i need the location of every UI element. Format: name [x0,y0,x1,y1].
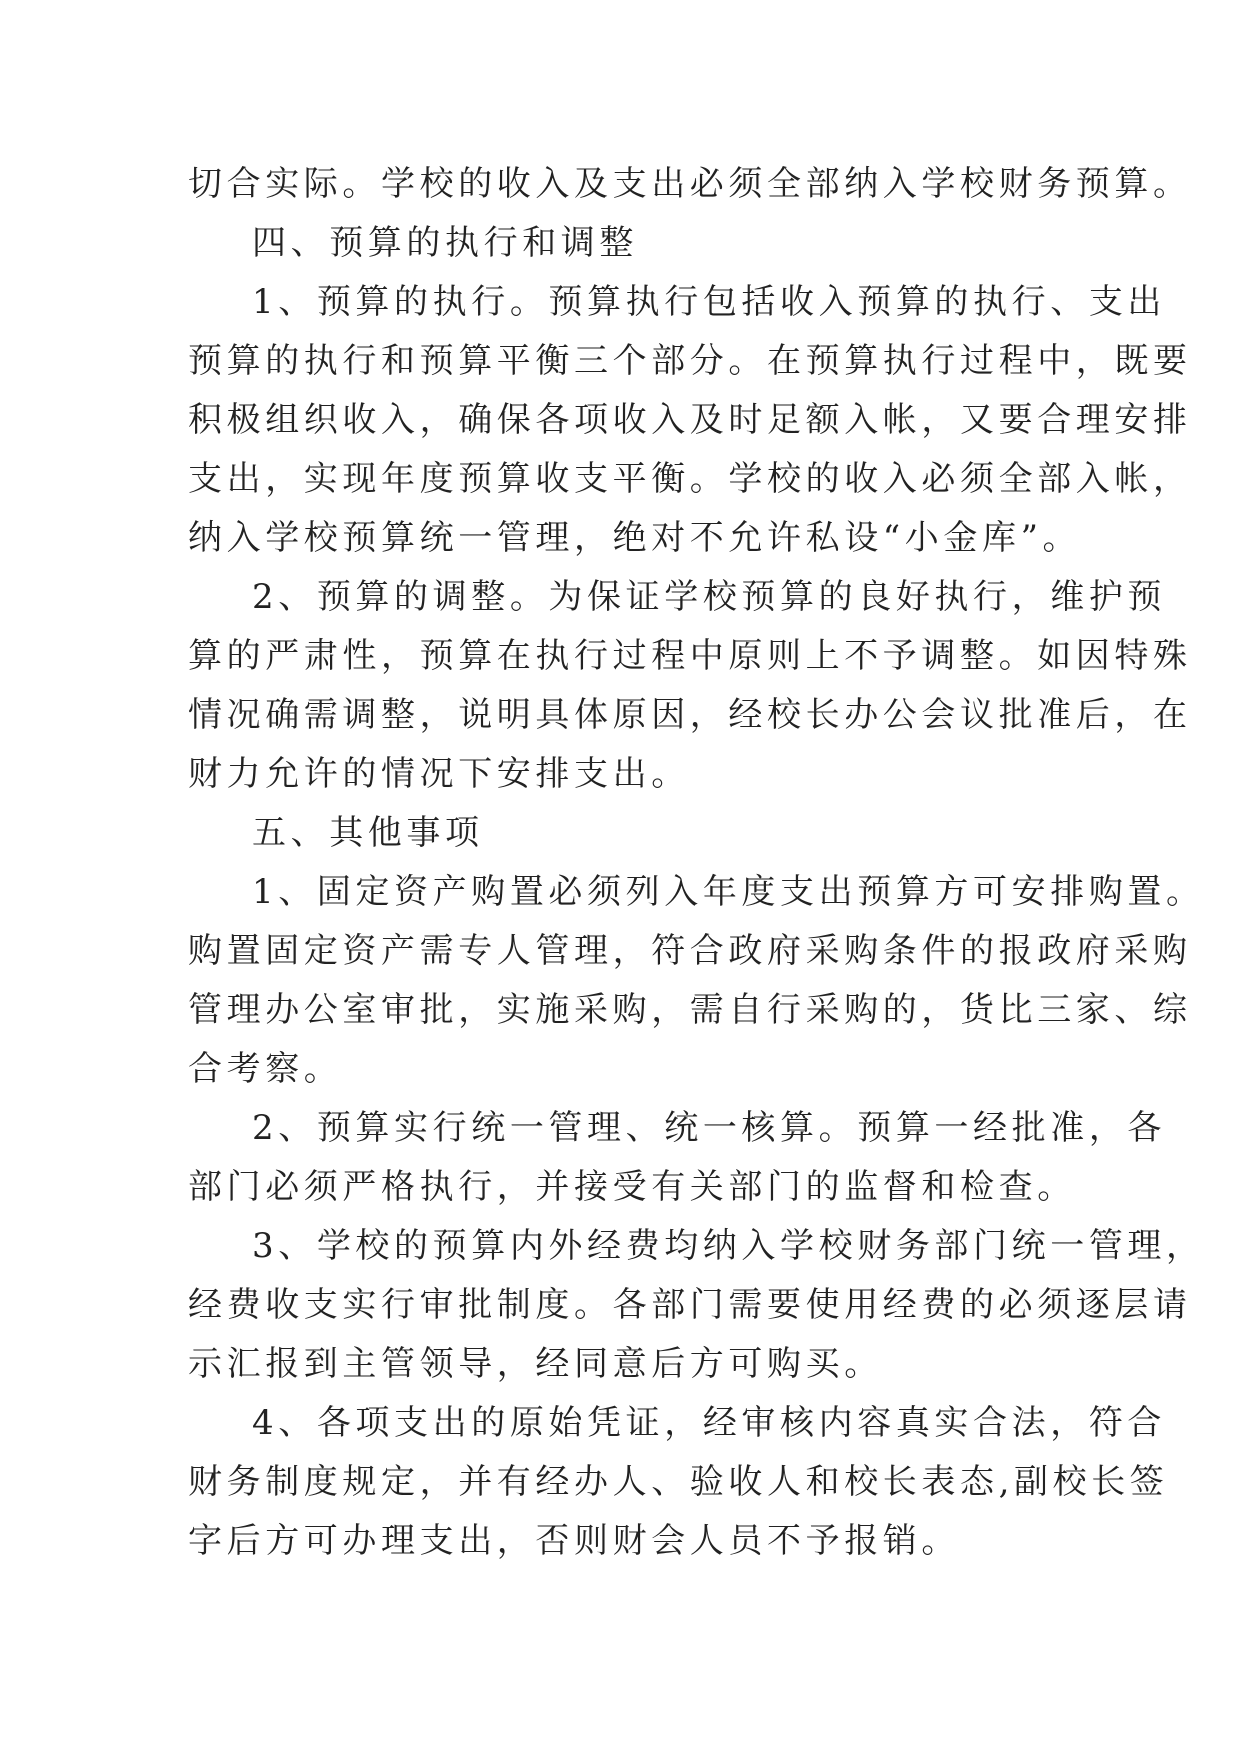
text-line: 财务制度规定，并有经办人、验收人和校长表态,副校长签 [188,1462,1169,1502]
text-line: 示汇报到主管领导，经同意后方可购买。 [188,1344,883,1384]
text-line: 部门必须严格执行，并接受有关部门的监督和检查。 [188,1167,1076,1207]
text-line: 预算的执行和预算平衡三个部分。在预算执行过程中，既要 [188,341,1192,381]
section-heading: 四、预算的执行和调整 [252,223,638,263]
text-line: 财力允许的情况下安排支出。 [188,754,690,794]
document-body [188,155,1205,1571]
text-line: 算的严肃性，预算在执行过程中原则上不予调整。如因特殊 [188,636,1192,676]
text-line: 纳入学校预算统一管理，绝对不允许私设“小金库”。 [188,518,1082,558]
text-line: 管理办公室审批，实施采购，需自行采购的，货比三家、综 [188,990,1192,1030]
text-line: 合考察。 [188,1049,343,1089]
text-line: 积极组织收入，确保各项收入及时足额入帐，又要合理安排 [188,400,1192,440]
text-line: 购置固定资产需专人管理，符合政府采购条件的报政府采购 [188,931,1192,971]
text-line: 1、固定资产购置必须列入年度支出预算方可安排购置。 [252,872,1205,912]
text-line: 情况确需调整，说明具体原因，经校长办公会议批准后，在 [188,695,1192,735]
text-line: 2、预算的调整。为保证学校预算的良好执行，维护预 [252,577,1167,617]
text-line: 2、预算实行统一管理、统一核算。预算一经批准，各 [252,1108,1167,1148]
text-line: 字后方可办理支出，否则财会人员不予报销。 [188,1521,960,1561]
text-line: 支出，实现年度预算收支平衡。学校的收入必须全部入帐， [188,459,1192,499]
text-line: 经费收支实行审批制度。各部门需要使用经费的必须逐层请 [188,1285,1192,1325]
text-line: 切合实际。学校的收入及支出必须全部纳入学校财务预算。 [188,164,1192,204]
text-line: 1、预算的执行。预算执行包括收入预算的执行、支出 [252,282,1167,322]
text-line: 4、各项支出的原始凭证，经审核内容真实合法，符合 [252,1403,1167,1443]
section-heading: 五、其他事项 [252,813,484,853]
text-line: 3、学校的预算内外经费均纳入学校财务部门统一管理， [252,1226,1205,1266]
